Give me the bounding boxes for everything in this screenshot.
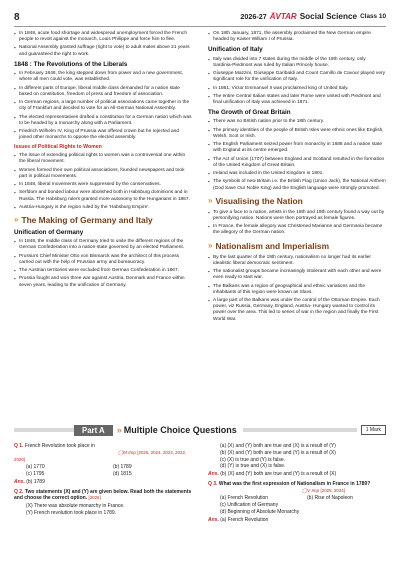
list-item: ▪ In 1848, liberal movements were suppressed by the conservatives. — [14, 182, 192, 188]
list-item: ▪ In February 1848, the king stepped down from power and a new government, where all men could vote, was established. — [14, 71, 192, 83]
question-number: Q 3. — [208, 480, 218, 487]
answer-q3 — [208, 517, 388, 524]
answer-text: (a) French Revolution — [220, 516, 269, 523]
list-item: ▪ In different parts of Europe, liberal middle class demanded for a nation state based on constitution, freedom of press and freedom of association. — [14, 86, 192, 98]
class-label: Class 10 — [360, 13, 386, 20]
part-label: Part A — [74, 425, 113, 436]
option: (c) Unification of Germany — [220, 502, 279, 508]
question-1 — [14, 443, 194, 463]
list-item: ▪ Prussia's Chief Minister Otto von Bismarck was the architect of this process carried out with the help of Prussian army and bureaucracy. — [14, 254, 192, 266]
answer-text: (b) (X) and (Y) both are true and (Y) is a result of (X) — [220, 471, 337, 477]
imperial-list — [208, 255, 386, 323]
list-item: ▪ National Assembly granted suffrage (right to vote) to adult males above 21 years and guaranteed the right to work. — [14, 45, 192, 57]
germany-list — [14, 239, 192, 289]
importance-tag: ◯V Imp — [302, 487, 320, 493]
list-item: ▪ Austria-Hungary is the region ruled by the ‘Habsburg Empire’. — [14, 205, 192, 211]
list-item: ▪ The Balkans was a region of geographical and ethnic variations and the inhabitants of this region were known as Slavs. — [208, 284, 386, 296]
list-item: ▪ Ireland was included in the United Kingdom in 1801. — [208, 171, 386, 177]
left-column — [14, 31, 192, 291]
visual-list — [208, 210, 386, 237]
list-item: ▪ The Austrian territories were excluded from German Confederation in 1867. — [14, 268, 192, 274]
answer-label: Ans. — [208, 471, 219, 477]
chevron-icon: » — [14, 215, 19, 225]
list-item: ▪ In German regions, a large number of political associations came together in the city of Frankfurt and decided to vote for an All-German National Assembly. — [14, 100, 192, 112]
marks-badge: 1 Mark — [361, 425, 386, 435]
list-item: ▪ Serfdom and bonded labour were abolished both in Habsburg dominions and in Russia. The Habsburg rulers granted more autonomy to the Hungarians in 1867. — [14, 190, 192, 202]
list-item: ▪ By the last quarter of the 19th century, nationalism no longer had its earlier idealistic liberal democratic sentiment. — [208, 255, 386, 267]
running-header — [240, 12, 386, 21]
answer-label: Ans. — [208, 516, 219, 523]
list-item: ▪ Friedrich Wilhelm IV, King of Prussia was offered crown but he rejected and joined other monarchs to oppose the elected assembly. — [14, 129, 192, 141]
question-text: French Revolution took place in — [24, 443, 95, 449]
section-heading: Unification of Italy — [208, 46, 263, 54]
years-tag: [2026, 2024, 2023, 2022, 2020] — [14, 449, 187, 462]
question-text: Two statements (X) and (Y) are given below. Read both the statements and choose the correct option. — [14, 488, 192, 502]
mcq-title: Multiple Choice Questions — [123, 425, 237, 435]
option: (a) French Revolution — [220, 495, 269, 502]
list-item: ▪ On 18th January, 1871, the assembly proclaimed the New German empire headed by Kaiser William I of Prussia. — [208, 31, 386, 43]
list-item: ▪ In 1861, Victor Emmanuel II was proclaimed king of United Italy. — [208, 86, 386, 92]
header-rule — [14, 26, 386, 27]
list-item: ▪ There was no British nation prior to the 18th century. — [208, 119, 386, 125]
years-tag: [2026] — [88, 495, 101, 501]
answer-q2 — [208, 471, 388, 478]
question-2 — [14, 489, 194, 503]
list-item: ▪ The English Parliament seized power from monarchy in 1688 and a nation state with England at its centre emerged. — [208, 142, 386, 154]
part-a-header — [14, 423, 386, 437]
option: (a) 1770 — [26, 464, 45, 471]
section-heading: 1848 : The Revolutions of the Liberals — [14, 60, 128, 68]
subject-label: Social Science — [299, 12, 358, 21]
chevron-icon: » — [116, 425, 122, 435]
subsection-heading: Issues of Political Rights to Women — [14, 144, 102, 151]
option: (d) (Y) is true and (X) is false. — [220, 463, 286, 470]
option: (c) (X) is true and (Y) is false. — [220, 456, 286, 463]
topic-title: The Making of Germany and Italy — [21, 215, 153, 226]
list-item: ▪ To give a face to a nation, artists in the 18th and 19th century found a way out by personifying nation. Nations were then portrayed as female figures. — [208, 210, 386, 222]
option: (b) Rise of Napoleon — [307, 495, 353, 502]
list-item: ▪ The entire Central Italian states and later Rome were united with Piedmont and final unification of Italy was achieved in 1871. — [208, 94, 386, 106]
mcq-title-wrap — [117, 425, 237, 435]
statement: (X) There was absolute monarchy in France. — [26, 503, 125, 509]
question-3 — [208, 481, 388, 495]
option: (a) (X) and (Y) both are true and (X) is a result of (Y) — [220, 443, 336, 449]
list-item: ▪ Giuseppe Mazzini, Giuseppe Garibaldi and Count Camillo de Cavour played very significant role for the unification of Italy. — [208, 71, 386, 83]
option: (c) 1795 — [26, 471, 45, 477]
statement: (Y) French revolution took place in 1789. — [26, 509, 117, 516]
option: (b) (X) and (Y) both are true and (Y) is a result of (X) — [220, 449, 336, 456]
options-q1 — [14, 464, 194, 478]
topic-title: Nationalism and Imperialism — [215, 240, 330, 251]
chevron-icon: » — [208, 196, 213, 206]
right-intro-list — [208, 31, 386, 43]
importance-tag: ◯M Imp — [118, 449, 136, 455]
list-item: ▪ Women formed their own political associations, founded newspapers and took part in political movements. — [14, 168, 192, 180]
list-item: ▪ In 1848, acute food shortage and widespread unemployment forced the French people to revolt against the monarch, Louis Philippe and force him to flee. — [14, 31, 192, 43]
list-item: ▪ The primary identities of the people of British Isles were ethnic ones like English, Welsh, Scot or Irish. — [208, 128, 386, 140]
list-item: ▪ The symbols of new Britain i.e. the British Flag (Union Jack), the National Anthem (God Save Our Noble King) and the English language were strongly promoted. — [208, 179, 386, 191]
divider — [14, 428, 74, 432]
topic-band — [208, 196, 386, 207]
list-item: ▪ The nationalist groups became increasingly intolerant with each other and were even ready to start war. — [208, 269, 386, 281]
right-column — [208, 31, 386, 325]
list-item: ▪ The Act of Union (1707) between England and Scotland resulted in the formation of the United Kingdom of Great Britain. — [208, 157, 386, 169]
list-item: ▪ The elected representatives drafted a constitution for a German nation which was to be headed by a monarchy along with a Parliament. — [14, 115, 192, 127]
option: (d) 1815 — [113, 471, 132, 477]
topic-title: Visualising the Nation — [215, 195, 303, 206]
option: (d) Beginning of Absolute Monarchy — [220, 508, 300, 515]
mcq-left-column — [14, 443, 194, 517]
option: (b) 1789 — [113, 464, 132, 471]
year-label: 2026-27 — [240, 12, 267, 21]
list-item: ▪ In 1848, the middle class of Germany tried to unite the different regions of the German Confederation into a nation-state governed by an elected Parliament. — [14, 239, 192, 251]
section-heading: The Growth of Great Britain — [208, 109, 291, 117]
chevron-icon: » — [208, 240, 213, 250]
left-intro-list — [14, 31, 192, 58]
page-number: 8 — [14, 12, 20, 23]
women-list — [14, 153, 192, 211]
topic-band — [14, 215, 192, 226]
options-q3 — [208, 495, 388, 502]
brand-logo: A̅VTAR — [269, 12, 297, 21]
answer-q1 — [14, 479, 194, 486]
answer-text: (b) 1789 — [26, 478, 45, 485]
question-number: Q 1. — [14, 443, 24, 449]
mcq-right-column — [208, 443, 388, 526]
italy-list — [208, 57, 386, 107]
question-text: What was the first expression of Nationalism in France in 1789? — [218, 480, 371, 487]
list-item: ▪ In France, the female allegory was Christened Marianne and Germania became the allegory of the German nation. — [208, 224, 386, 236]
question-number: Q 2. — [14, 488, 24, 495]
liberals-list — [14, 71, 192, 141]
list-item: ▪ Prussia fought and won three war against Austria, Denmark and France within seven years, leading to the unification of Germany. — [14, 276, 192, 288]
section-heading: Unification of Germany — [14, 229, 84, 236]
answer-label: Ans. — [14, 478, 25, 485]
list-item: ▪ Italy was divided into 7 states during the middle of the 19th century, only Sardinia-Piedmont was ruled by Italian Princely house. — [208, 57, 386, 69]
divider — [243, 428, 357, 432]
topic-band — [208, 241, 386, 252]
years-tag: [2025, 2024] — [320, 487, 345, 493]
britain-list — [208, 119, 386, 191]
list-item: ▪ The issue of extending political rights to women was a controversial one within the liberal movement. — [14, 153, 192, 165]
list-item: ▪ A large part of the Balkans was under the control of the Ottoman Empire. Each power, viz Russia, Germany, England, Austria- Hungary wanted to control its power over the area. This led to series of war in the region and finally the First World War. — [208, 298, 386, 323]
